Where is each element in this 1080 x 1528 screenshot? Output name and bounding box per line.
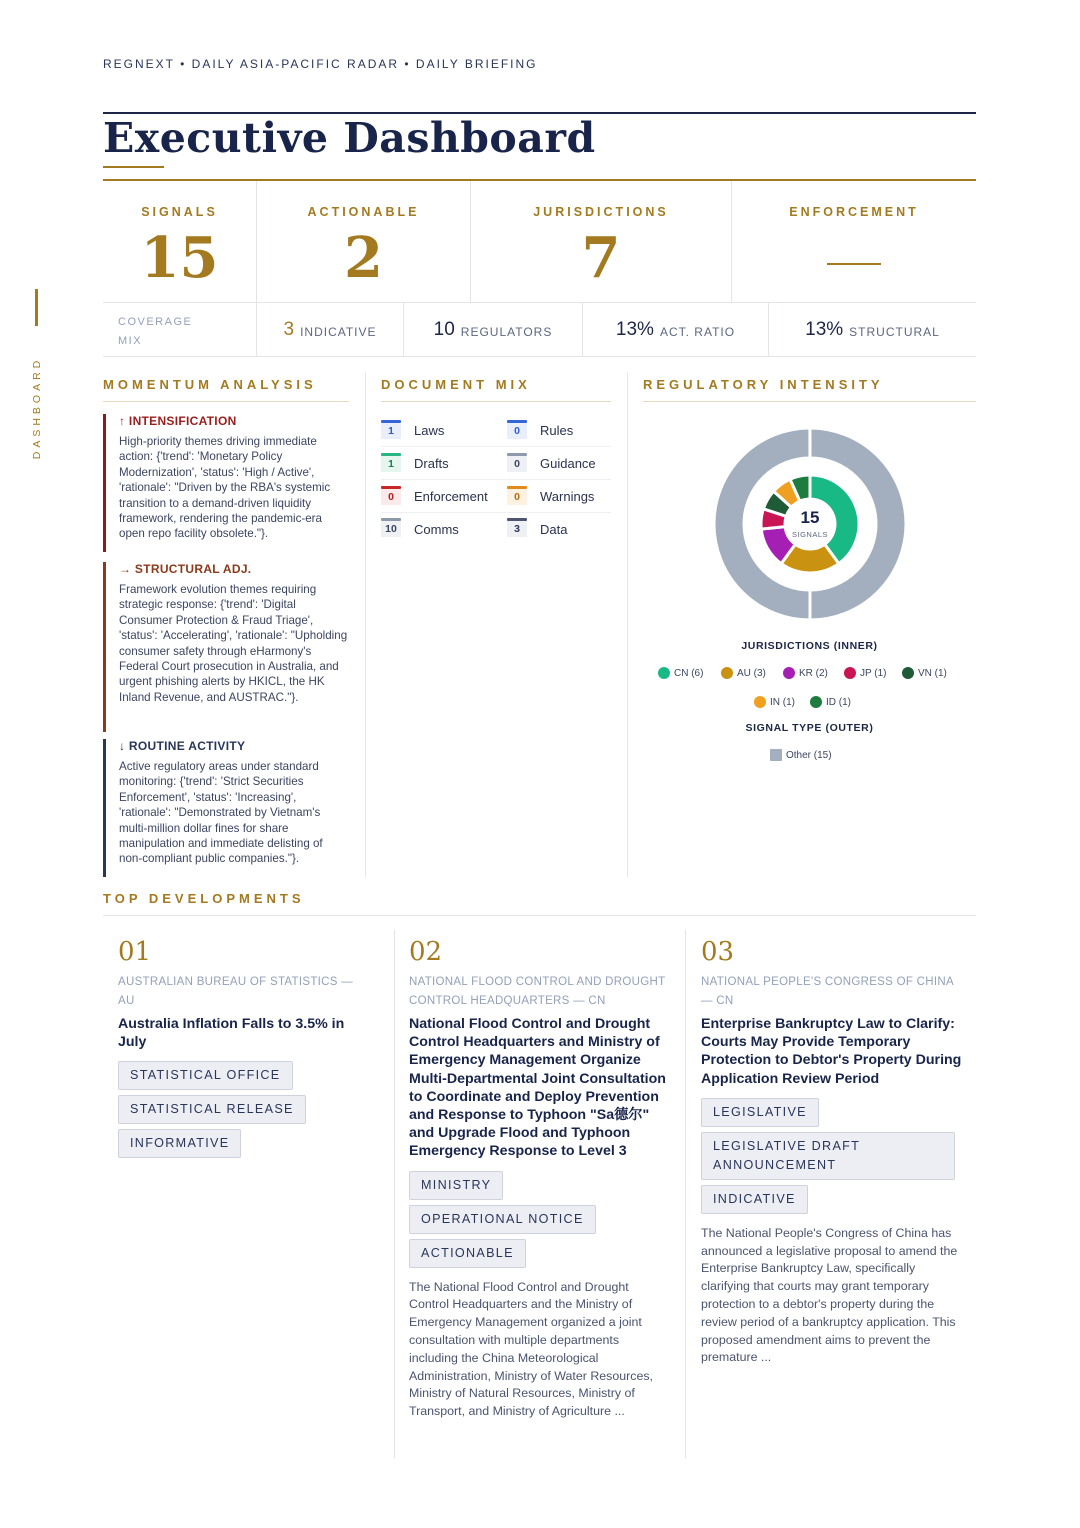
column-divider: [394, 930, 395, 1458]
breadcrumb: REGNEXT • DAILY ASIA-PACIFIC RADAR • DAILY BRIEFING: [103, 57, 538, 71]
intensity-rule: [643, 401, 976, 402]
docmix-heading: DOCUMENT MIX: [381, 377, 531, 392]
coverage-indicative: [257, 303, 404, 356]
legend-label: AU (3): [737, 667, 766, 679]
legend-swatch: [658, 667, 670, 679]
kpi-value: 7: [581, 225, 621, 291]
intensity-heading: REGULATORY INTENSITY: [643, 377, 884, 392]
coverage-regulators: [404, 303, 583, 356]
legend-swatch: [810, 696, 822, 708]
kpi-jurisdictions: [471, 181, 732, 302]
kpi-signals: [103, 181, 257, 302]
coverage-value: 3: [283, 318, 295, 340]
kpi-actionable: [257, 181, 471, 302]
donut-center-label: SIGNALS: [791, 530, 829, 539]
legend-label: CN (6): [674, 667, 704, 679]
kpi-empty-dash: [827, 263, 881, 265]
legend-label: KR (2): [799, 667, 828, 679]
docmix-item-enforcement: [381, 481, 506, 513]
momentum-intensification: [103, 414, 349, 552]
development-tag: LEGISLATIVE DRAFT ANNOUNCEMENT: [701, 1132, 955, 1180]
legend-swatch: [844, 667, 856, 679]
docmix-count: 3: [507, 521, 527, 537]
coverage-title-cell: [103, 303, 257, 356]
docmix-rule: [381, 401, 611, 402]
column-divider: [365, 372, 366, 877]
kpi-label: JURISDICTIONS: [533, 205, 669, 219]
legend-swatch: [770, 749, 782, 761]
momentum-title: ↑ INTENSIFICATION: [119, 414, 237, 428]
docmix-count: 0: [507, 489, 527, 505]
development-title[interactable]: Australia Inflation Falls to 3.5% in July: [118, 1016, 345, 1051]
docmix-label: Rules: [540, 423, 574, 438]
kpi-value: 15: [140, 225, 219, 291]
legend-swatch: [754, 696, 766, 708]
coverage-label: INDICATIVE: [300, 324, 377, 339]
legend-outer-title: SIGNAL TYPE (OUTER): [745, 722, 874, 734]
development-card-3: [701, 937, 963, 1367]
docmix-count: 0: [507, 423, 527, 439]
coverage-value: 13%: [805, 318, 844, 340]
coverage-value: 13%: [615, 318, 654, 340]
docmix-label: Warnings: [540, 489, 595, 504]
development-tag: OPERATIONAL NOTICE: [409, 1205, 596, 1234]
docmix-count: 1: [381, 423, 401, 439]
docmix-item-drafts: [381, 448, 506, 480]
legend-label: VN (1): [918, 667, 947, 679]
legend-label: ID (1): [826, 696, 851, 708]
column-divider: [627, 372, 628, 877]
development-summary: The National People's Congress of China has announced a legislative proposal to amend the Enterprise Bankruptcy Law, specifically clarifying that courts may grant temporary protection to a debtor's property during the review period of a bankruptcy application. This proposed amendment aims to prevent the premature ...: [701, 1225, 958, 1365]
coverage-label: REGULATORS: [460, 324, 553, 339]
docmix-label: Comms: [414, 521, 459, 537]
side-accent-bar: [35, 289, 38, 326]
legend-item-vn: [902, 667, 947, 679]
docmix-label: Data: [540, 521, 568, 537]
development-title[interactable]: National Flood Control and Drought Control Headquarters and Ministry of Emergency Management Organize Multi-Departmental Joint Consultation to Coordinate and Deploy Prevention and Response to Typhoon "Sa德尔" and Upgrade Flood and Typhoon Emergency Response to Level 3: [409, 1016, 666, 1160]
regulatory-intensity-donut: [700, 420, 920, 630]
docmix-item-rules: [507, 415, 611, 447]
development-source: NATIONAL FLOOD CONTROL AND DROUGHT CONTROL HEADQUARTERS — CN: [409, 976, 666, 1007]
legend-item-cn: [658, 667, 703, 679]
side-section-label: DASHBOARD: [31, 356, 43, 460]
development-source: AUSTRALIAN BUREAU OF STATISTICS — AU: [118, 976, 354, 1007]
kpi-label: ENFORCEMENT: [789, 205, 919, 219]
kpi-value: 2: [344, 225, 383, 291]
momentum-rule: [103, 401, 349, 402]
development-summary: The National Flood Control and Drought Control Headquarters and the Ministry of Emergency Management organized a joint consultation with multiple departments including the China Meteorological Administration, Ministry of Water Resources, Ministry of Natural Resources, Ministry of Transport, and Ministry of Agriculture ...: [409, 1279, 653, 1419]
momentum-body: Framework evolution themes requiring strategic response: {'trend': 'Digital Consumer Protection & Fraud Triage', 'status': 'Accelerating', 'rationale': "Upholding consumer safety through eHarmony's Federal Court prosecution in Australia, and urgent phishing alerts by HKICL, the HK Inland Revenue, and AUSTRAC."}.: [119, 583, 348, 704]
development-title[interactable]: Enterprise Bankruptcy Law to Clarify: Courts May Provide Temporary Protection to Debtor's Property During Application Review Period: [701, 1016, 962, 1087]
legend-label: IN (1): [770, 696, 795, 708]
development-tag: INFORMATIVE: [118, 1129, 241, 1158]
coverage-act-ratio: [583, 303, 769, 356]
development-number: 03: [701, 937, 735, 967]
development-card-1: [118, 937, 368, 1163]
kpi-row: [103, 181, 976, 302]
coverage-label: ACT. RATIO: [659, 324, 736, 339]
docmix-item-warnings: [507, 481, 611, 513]
title-underline: [103, 166, 164, 168]
development-tag: STATISTICAL OFFICE: [118, 1061, 293, 1090]
momentum-title: → STRUCTURAL ADJ.: [119, 562, 252, 576]
coverage-row: [103, 302, 976, 357]
page-title: Executive Dashboard: [103, 114, 596, 162]
coverage-label: STRUCTURAL: [849, 324, 940, 339]
legend-inner-title: JURISDICTIONS (INNER): [741, 640, 878, 652]
column-divider: [685, 930, 686, 1458]
legend-label: JP (1): [860, 667, 887, 679]
development-number: 01: [118, 937, 152, 967]
legend-item-other: [770, 749, 832, 761]
momentum-structural: [103, 562, 349, 732]
docmix-label: Enforcement: [414, 489, 488, 504]
momentum-body: High-priority themes driving immediate action: {'trend': 'Monetary Policy Modernization', 'status': 'High / Active', 'rationale': "Driven by the RBA's systemic transition to a demand-driven liquidity framework, rendering the pandemic-era open repo facility obsolete."}.: [119, 435, 331, 541]
docmix-item-comms: [381, 513, 506, 545]
legend-item-in: [754, 696, 795, 708]
coverage-value: 10: [433, 318, 455, 340]
donut-center-value: 15: [800, 508, 820, 527]
legend-item-jp: [844, 667, 887, 679]
development-card-2: [409, 937, 671, 1421]
development-number: 02: [409, 937, 443, 967]
docmix-item-data: [507, 513, 611, 545]
kpi-label: SIGNALS: [141, 205, 218, 219]
docmix-item-guidance: [507, 448, 611, 480]
top-developments-heading: TOP DEVELOPMENTS: [103, 891, 305, 906]
legend-swatch: [902, 667, 914, 679]
legend-item-au: [721, 667, 766, 679]
coverage-structural: [769, 303, 976, 356]
docmix-count: 0: [381, 489, 401, 505]
momentum-routine: [103, 739, 349, 877]
docmix-count: 0: [507, 456, 527, 472]
kpi-label: ACTIONABLE: [307, 205, 420, 219]
docmix-label: Laws: [414, 423, 445, 438]
docmix-label: Drafts: [414, 456, 449, 471]
legend-item-id: [810, 696, 851, 708]
docmix-count: 10: [381, 521, 401, 537]
development-tag: LEGISLATIVE: [701, 1098, 819, 1127]
legend-swatch: [721, 667, 733, 679]
development-tag: ACTIONABLE: [409, 1239, 526, 1268]
momentum-heading: MOMENTUM ANALYSIS: [103, 377, 317, 392]
top-developments-rule: [103, 915, 976, 916]
coverage-title: COVERAGE MIX: [118, 316, 193, 347]
legend-swatch: [783, 667, 795, 679]
development-tag: STATISTICAL RELEASE: [118, 1095, 306, 1124]
momentum-body: Active regulatory areas under standard monitoring: {'trend': 'Strict Securities Enforcement', 'status': 'Increasing', 'rationale': "Demonstrated by Vietnam's multi-million dollar fines for share manipulation and immediate delisting of non-compliant public companies."}.: [119, 760, 323, 866]
legend-item-kr: [783, 667, 828, 679]
docmix-item-laws: [381, 415, 506, 447]
momentum-title: ↓ ROUTINE ACTIVITY: [119, 739, 246, 753]
development-tag: MINISTRY: [409, 1171, 503, 1200]
docmix-label: Guidance: [540, 456, 596, 471]
development-tag: INDICATIVE: [701, 1185, 808, 1214]
development-source: NATIONAL PEOPLE'S CONGRESS OF CHINA — CN: [701, 976, 954, 1007]
docmix-count: 1: [381, 456, 401, 472]
legend-label: Other (15): [786, 749, 832, 761]
kpi-enforcement: [732, 181, 976, 302]
